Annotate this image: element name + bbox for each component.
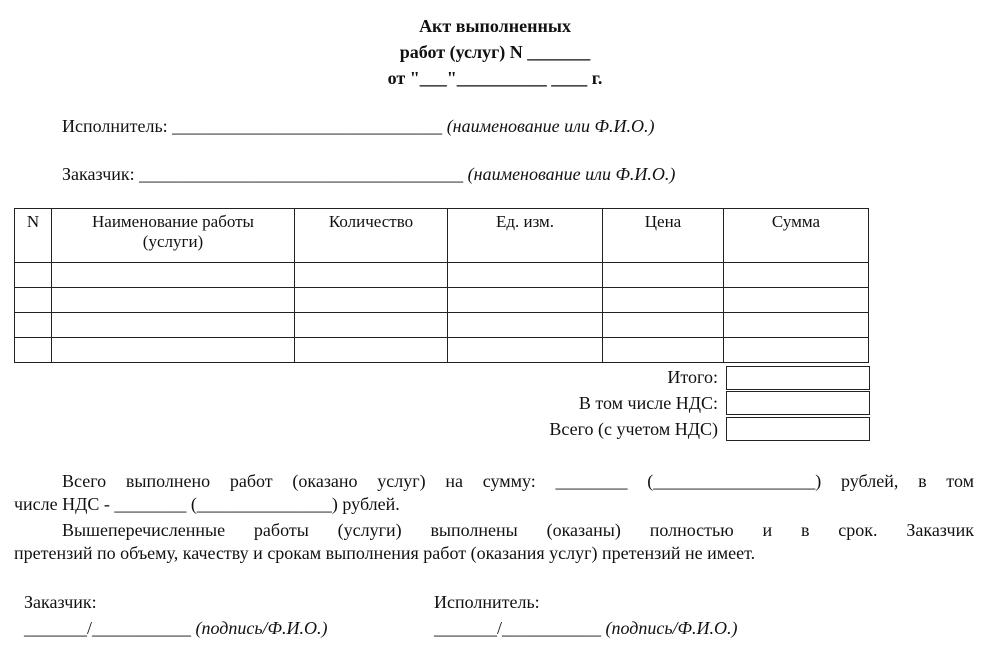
table-row xyxy=(15,263,869,288)
col-header-quantity: Количество xyxy=(295,209,448,263)
col-header-sum: Сумма xyxy=(724,209,869,263)
executor-sign-label: Исполнитель: xyxy=(434,592,540,612)
summary-paragraph-2 xyxy=(14,519,974,565)
table-cell[interactable] xyxy=(15,288,52,313)
table-cell[interactable] xyxy=(52,263,295,288)
table-cell[interactable] xyxy=(448,313,603,338)
table-cell[interactable] xyxy=(448,263,603,288)
col-header-n: N xyxy=(15,209,52,263)
total-box[interactable] xyxy=(726,366,870,390)
executor-signature-field[interactable] xyxy=(434,618,738,639)
customer-hint: (наименование или Ф.И.О.) xyxy=(467,164,676,184)
table-cell[interactable] xyxy=(724,263,869,288)
executor-signature-hint: (подпись/Ф.И.О.) xyxy=(605,618,738,638)
customer-sign-label: Заказчик: xyxy=(24,592,97,612)
col-header-name xyxy=(52,209,295,263)
table-cell[interactable] xyxy=(603,313,724,338)
col-header-price: Цена xyxy=(603,209,724,263)
table-cell[interactable] xyxy=(295,288,448,313)
executor-hint: (наименование или Ф.И.О.) xyxy=(446,116,655,136)
table-cell[interactable] xyxy=(603,288,724,313)
executor-label: Исполнитель: ______________________________ xyxy=(62,116,443,136)
doc-title-line1: Акт выполненных xyxy=(419,16,571,36)
executor-signature-line: _______/___________ xyxy=(434,618,602,638)
vat-box[interactable] xyxy=(726,391,870,415)
table-cell[interactable] xyxy=(52,288,295,313)
total-with-vat-box[interactable] xyxy=(726,417,870,441)
table-cell[interactable] xyxy=(295,313,448,338)
col-header-name-text: Наименование работы (услуги) xyxy=(92,212,254,251)
table-cell[interactable] xyxy=(724,288,869,313)
table-cell[interactable] xyxy=(52,313,295,338)
doc-title-line3: от "___"__________ ____ г. xyxy=(387,68,603,88)
col-header-unit: Ед. изм. xyxy=(448,209,603,263)
summary-line-1: Всего выполнено работ (оказано услуг) на сумму: ________ (__________________) рублей, в том xyxy=(62,471,974,491)
table-cell[interactable] xyxy=(603,338,724,363)
table-cell[interactable] xyxy=(724,338,869,363)
table-cell[interactable] xyxy=(603,263,724,288)
doc-title-line2: работ (услуг) N _______ xyxy=(399,42,591,62)
customer-signature-field[interactable] xyxy=(24,618,328,639)
vat-label: В том числе НДС: xyxy=(578,393,718,413)
total-with-vat-label: Всего (с учетом НДС) xyxy=(549,419,718,439)
table-cell[interactable] xyxy=(448,338,603,363)
table-cell[interactable] xyxy=(15,313,52,338)
table-cell[interactable] xyxy=(448,288,603,313)
customer-label: Заказчик: ____________________________________ xyxy=(62,164,464,184)
customer-signature-hint: (подпись/Ф.И.О.) xyxy=(195,618,328,638)
summary-paragraph-1 xyxy=(14,470,974,516)
total-label: Итого: xyxy=(667,367,718,387)
table-cell[interactable] xyxy=(52,338,295,363)
table-row xyxy=(15,288,869,313)
table-cell[interactable] xyxy=(15,338,52,363)
table-cell[interactable] xyxy=(295,263,448,288)
services-table xyxy=(14,208,869,363)
summary-line-4: претензий по объему, качеству и срокам выполнения работ (оказания услуг) претензий не имеет. xyxy=(14,543,756,563)
customer-field[interactable] xyxy=(62,164,675,185)
table-row xyxy=(15,313,869,338)
table-cell[interactable] xyxy=(15,263,52,288)
summary-line-3: Вышеперечисленные работы (услуги) выполнены (оказаны) полностью и в срок. Заказчик xyxy=(62,520,974,540)
table-row xyxy=(15,338,869,363)
table-cell[interactable] xyxy=(295,338,448,363)
customer-signature-line: _______/___________ xyxy=(24,618,192,638)
summary-line-2: числе НДС - ________ (_______________) рублей. xyxy=(14,494,400,514)
executor-field[interactable] xyxy=(62,116,654,137)
table-header-row xyxy=(15,209,869,263)
table-cell[interactable] xyxy=(724,313,869,338)
